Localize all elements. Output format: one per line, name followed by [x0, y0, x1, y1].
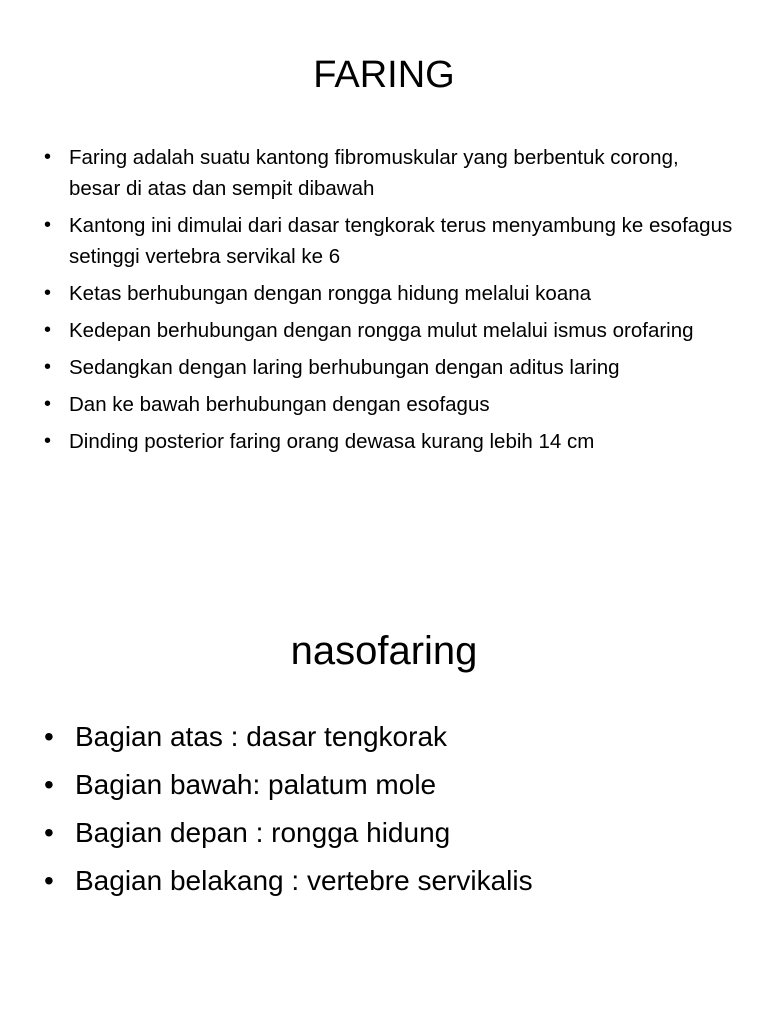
- list-item-text: Faring adalah suatu kantong fibromuskular yang berbentuk corong, besar di atas dan sempit dibawah: [69, 146, 679, 200]
- list-item-text: Kantong ini dimulai dari dasar tengkorak terus menyambung ke esofagus setinggi vertebra servikal ke 6: [69, 214, 733, 268]
- bullet-icon: •: [44, 817, 54, 848]
- list-item-text: Bagian atas : dasar tengkorak: [75, 721, 448, 752]
- slide-nasofaring: [0, 512, 768, 1024]
- list-item: [44, 861, 744, 901]
- list-item: [44, 717, 744, 757]
- bullet-icon: •: [44, 430, 52, 452]
- bullet-icon: •: [44, 721, 54, 752]
- slide-title: nasofaring: [290, 629, 478, 673]
- list-item: [44, 352, 734, 383]
- bullet-list: [44, 142, 734, 463]
- list-item-text: Kedepan berhubungan dengan rongga mulut melalui ismus orofaring: [69, 319, 694, 342]
- bullet-icon: •: [44, 146, 52, 168]
- list-item-text: Bagian belakang : vertebre servikalis: [75, 865, 533, 896]
- list-item-text: Bagian bawah: palatum mole: [75, 769, 437, 800]
- list-item: [44, 813, 744, 853]
- list-item-text: Sedangkan dengan laring berhubungan dengan aditus laring: [69, 356, 620, 379]
- bullet-icon: •: [44, 769, 54, 800]
- list-item: [44, 389, 734, 420]
- bullet-icon: •: [44, 865, 54, 896]
- list-item: [44, 426, 734, 457]
- bullet-icon: •: [44, 356, 52, 378]
- list-item: [44, 142, 734, 204]
- bullet-icon: •: [44, 393, 52, 415]
- list-item: [44, 315, 734, 346]
- list-item-text: Ketas berhubungan dengan rongga hidung melalui koana: [69, 282, 592, 305]
- list-item: [44, 210, 734, 272]
- bullet-icon: •: [44, 319, 52, 341]
- slide-title: FARING: [313, 54, 455, 96]
- bullet-icon: •: [44, 282, 52, 304]
- bullet-icon: •: [44, 214, 52, 236]
- list-item: [44, 765, 744, 805]
- list-item-text: Dinding posterior faring orang dewasa kurang lebih 14 cm: [69, 430, 595, 453]
- bullet-list: [44, 717, 744, 909]
- list-item: [44, 278, 734, 309]
- list-item-text: Bagian depan : rongga hidung: [75, 817, 451, 848]
- list-item-text: Dan ke bawah berhubungan dengan esofagus: [69, 393, 490, 416]
